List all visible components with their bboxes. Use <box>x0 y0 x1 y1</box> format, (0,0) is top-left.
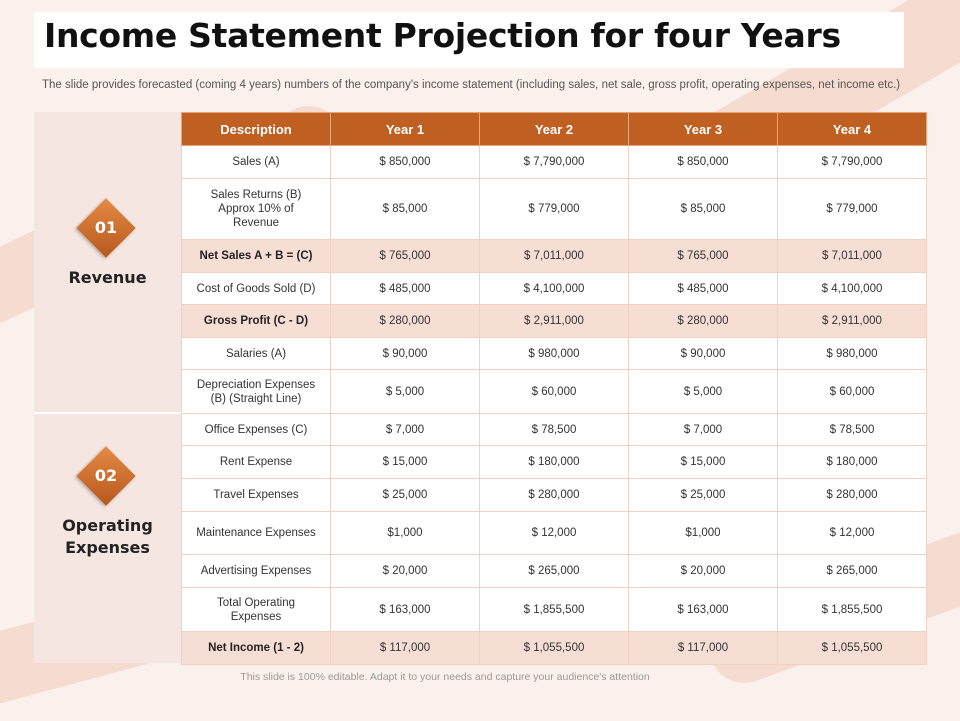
table-cell: $ 7,000 <box>629 414 778 446</box>
row-description: Net Sales A + B = (C) <box>182 240 331 273</box>
section-label: Revenue <box>68 268 147 287</box>
table-row <box>182 338 927 370</box>
table-cell: $ 7,790,000 <box>778 146 927 179</box>
column-header: Year 3 <box>629 113 778 146</box>
row-description: Travel Expenses <box>182 479 331 512</box>
table-cell: $ 15,000 <box>629 446 778 479</box>
table-cell: $ 60,000 <box>778 370 927 414</box>
table-cell: $ 5,000 <box>629 370 778 414</box>
table-cell: $ 20,000 <box>629 555 778 588</box>
table-cell: $ 280,000 <box>331 305 480 338</box>
row-description <box>182 588 331 632</box>
table-cell: $ 117,000 <box>331 632 480 665</box>
table-cell: $ 180,000 <box>778 446 927 479</box>
table-cell: $ 90,000 <box>331 338 480 370</box>
section-label: Operating Expenses <box>62 516 153 557</box>
table-cell: $ 180,000 <box>480 446 629 479</box>
table-row <box>182 446 927 479</box>
table-cell: $ 117,000 <box>629 632 778 665</box>
table-cell: $ 85,000 <box>331 179 480 240</box>
page-subtitle: The slide provides forecasted (coming 4 years) numbers of the company's income statement (including sales, net sale, gross profit, operating expenses, net income etc.) <box>42 79 901 91</box>
row-description <box>182 370 331 414</box>
table-row <box>182 555 927 588</box>
table-cell: $ 78,500 <box>480 414 629 446</box>
table-cell: $ 280,000 <box>480 479 629 512</box>
section-number: 02 <box>94 466 118 485</box>
table-cell: $ 485,000 <box>331 273 480 305</box>
table-row <box>182 240 927 273</box>
table-cell: $ 765,000 <box>331 240 480 273</box>
table-cell: $ 765,000 <box>629 240 778 273</box>
table-cell: $ 1,855,500 <box>778 588 927 632</box>
table-row <box>182 414 927 446</box>
table-cell: $ 850,000 <box>629 146 778 179</box>
row-description: Salaries (A) <box>182 338 331 370</box>
column-header: Description <box>182 113 331 146</box>
table-cell: $ 7,011,000 <box>480 240 629 273</box>
table-cell: $ 12,000 <box>480 512 629 555</box>
table-cell: $ 280,000 <box>778 479 927 512</box>
table-row <box>182 588 927 632</box>
table-cell: $ 85,000 <box>629 179 778 240</box>
table-cell: $ 265,000 <box>778 555 927 588</box>
income-table <box>181 112 927 665</box>
section-number: 01 <box>94 218 118 237</box>
row-description-text: Sales Returns (B) Approx 10% of Revenue <box>210 189 302 229</box>
row-description: Cost of Goods Sold (D) <box>182 273 331 305</box>
row-description: Gross Profit (C - D) <box>182 305 331 338</box>
table-cell: $ 4,100,000 <box>778 273 927 305</box>
table-row <box>182 479 927 512</box>
row-description: Net Income (1 - 2) <box>182 632 331 665</box>
table-cell: $ 779,000 <box>480 179 629 240</box>
table-cell: $ 20,000 <box>331 555 480 588</box>
table-cell: $ 779,000 <box>778 179 927 240</box>
table-cell: $ 1,055,500 <box>778 632 927 665</box>
table-cell: $ 980,000 <box>778 338 927 370</box>
table-cell: $ 1,055,500 <box>480 632 629 665</box>
row-description: Maintenance Expenses <box>182 512 331 555</box>
row-description <box>182 179 331 240</box>
table-cell: $ 850,000 <box>331 146 480 179</box>
column-header: Year 2 <box>480 113 629 146</box>
table-row <box>182 305 927 338</box>
table-cell: $ 7,011,000 <box>778 240 927 273</box>
table-cell: $1,000 <box>331 512 480 555</box>
title-box <box>34 12 904 68</box>
table-cell: $ 485,000 <box>629 273 778 305</box>
table-cell: $ 980,000 <box>480 338 629 370</box>
table-cell: $ 7,790,000 <box>480 146 629 179</box>
table-row <box>182 273 927 305</box>
table-row <box>182 632 927 665</box>
row-description: Office Expenses (C) <box>182 414 331 446</box>
row-description: Rent Expense <box>182 446 331 479</box>
table-cell: $ 25,000 <box>331 479 480 512</box>
footer-note: This slide is 100% editable. Adapt it to your needs and capture your audience's attention <box>240 671 650 683</box>
table-row <box>182 179 927 240</box>
section-divider <box>34 412 181 414</box>
section-panel <box>34 112 181 663</box>
table-cell: $ 25,000 <box>629 479 778 512</box>
page-title: Income Statement Projection for four Years <box>44 16 841 55</box>
table-cell: $ 12,000 <box>778 512 927 555</box>
table-cell: $ 78,500 <box>778 414 927 446</box>
row-description: Advertising Expenses <box>182 555 331 588</box>
table-cell: $ 15,000 <box>331 446 480 479</box>
table-cell: $ 5,000 <box>331 370 480 414</box>
table-cell: $ 7,000 <box>331 414 480 446</box>
table-row <box>182 146 927 179</box>
row-description-text: Total Operating Expenses <box>217 596 295 623</box>
column-header: Year 4 <box>778 113 927 146</box>
table-row <box>182 512 927 555</box>
table-cell: $ 163,000 <box>629 588 778 632</box>
row-description: Sales (A) <box>182 146 331 179</box>
table-cell: $ 280,000 <box>629 305 778 338</box>
table-cell: $1,000 <box>629 512 778 555</box>
column-header: Year 1 <box>331 113 480 146</box>
table-cell: $ 163,000 <box>331 588 480 632</box>
table-row <box>182 370 927 414</box>
table-cell: $ 2,911,000 <box>480 305 629 338</box>
table-cell: $ 265,000 <box>480 555 629 588</box>
table-cell: $ 2,911,000 <box>778 305 927 338</box>
row-description-text: Depreciation Expenses (B) (Straight Line) <box>196 378 316 405</box>
table-cell: $ 60,000 <box>480 370 629 414</box>
table-cell: $ 1,855,500 <box>480 588 629 632</box>
table-cell: $ 4,100,000 <box>480 273 629 305</box>
table-header-row <box>182 113 927 146</box>
table-cell: $ 90,000 <box>629 338 778 370</box>
